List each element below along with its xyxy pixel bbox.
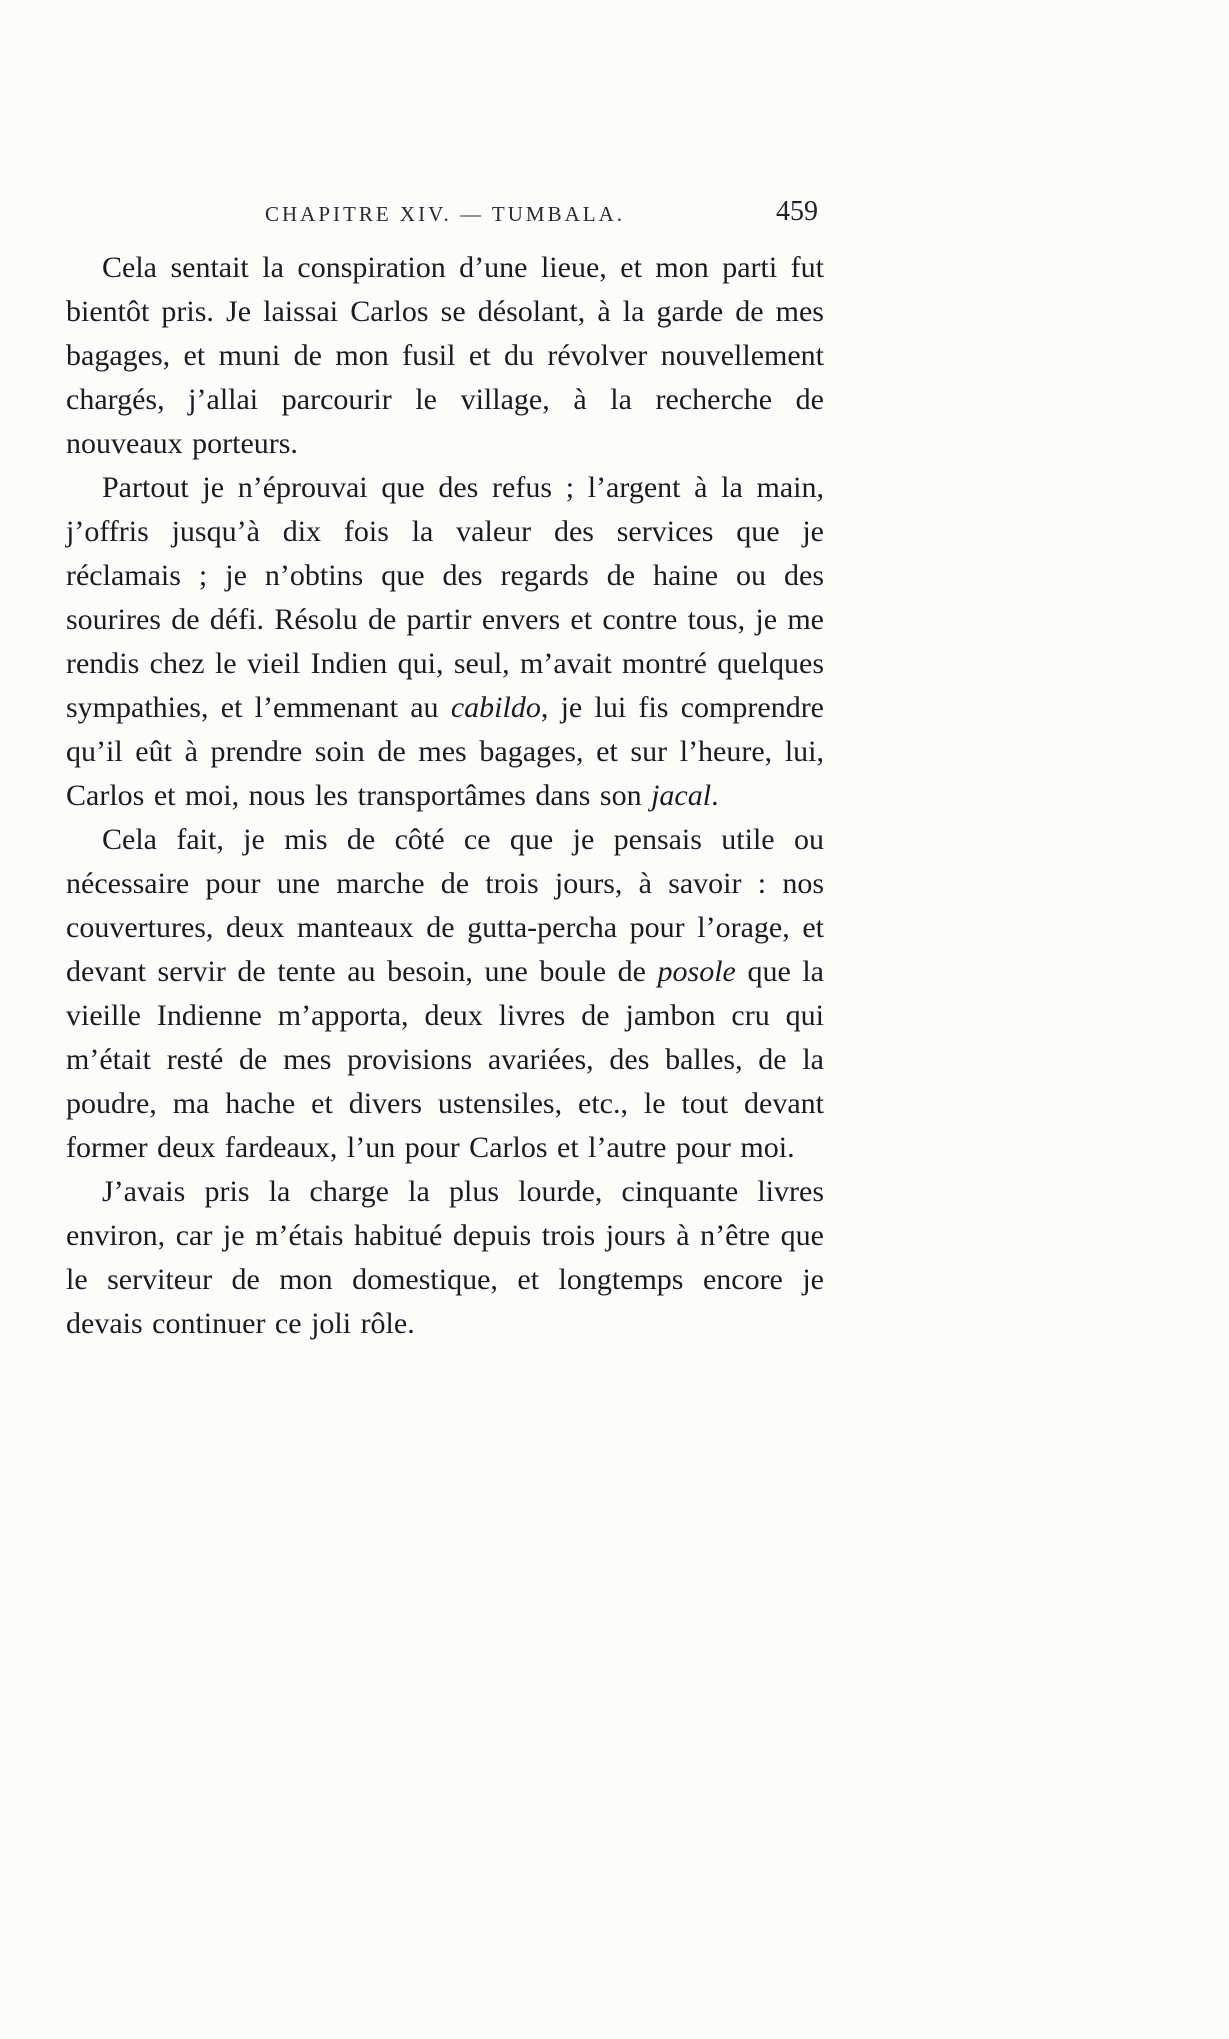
italic-text-run: cabildo xyxy=(450,691,541,724)
italic-text-run: jacal xyxy=(651,779,712,812)
paragraph xyxy=(66,818,824,1170)
italic-text-run: posole xyxy=(657,955,736,988)
text-run: Cela sentait la conspiration d’une lieue, et mon parti fut bientôt pris. Je laissai Carlos se désolant, à la garde de mes bagages, et muni de mon fusil et du révolver nouvellement chargés, j’allai parcourir le village, à la recherche de nouveaux porteurs. xyxy=(66,251,824,460)
text-column xyxy=(66,196,824,1346)
page-body xyxy=(66,246,824,1346)
paragraph xyxy=(66,246,824,466)
text-run: J’avais pris la charge la plus lourde, cinquante livres environ, car je m’étais habitué depuis trois jours à n’être que le serviteur de mon domestique, et longtemps encore je devais continuer ce joli rôle. xyxy=(66,1175,824,1340)
text-run: Partout je n’éprouvai que des refus ; l’argent à la main, j’offris jusqu’à dix fois la valeur des services que je réclamais ; je n’obtins que des regards de haine ou des sourires de défi. Résolu de partir envers et contre tous, je me rendis chez le vieil Indien qui, seul, m’avait montré quelques sympathies, et l’emmenant au xyxy=(66,471,824,724)
text-run: , je lui fis comprendre qu’il eût à prendre soin de mes bagages, et sur l’heure, lui, Carlos et moi, nous les transportâmes dans son xyxy=(66,691,824,812)
paragraph xyxy=(66,466,824,818)
text-run: . xyxy=(711,779,719,812)
page-number: 459 xyxy=(776,196,818,227)
text-run: que la vieille Indienne m’apporta, deux livres de jambon cru qui m’était resté de mes provisions avariées, des balles, de la poudre, ma hache et divers ustensiles, etc., le tout devant former deux fardeaux, l’un pour Carlos et l’autre pour moi. xyxy=(66,955,825,1164)
paragraph xyxy=(66,1170,824,1346)
text-run: Cela fait, je mis de côté ce que je pensais utile ou nécessaire pour une marche de trois jours, à savoir : nos couvertures, deux manteaux de gutta-percha pour l’orage, et devant servir de tente au besoin, une boule de xyxy=(66,823,824,988)
page-header xyxy=(66,196,824,232)
running-title: CHAPITRE XIV. — TUMBALA. xyxy=(265,202,625,226)
